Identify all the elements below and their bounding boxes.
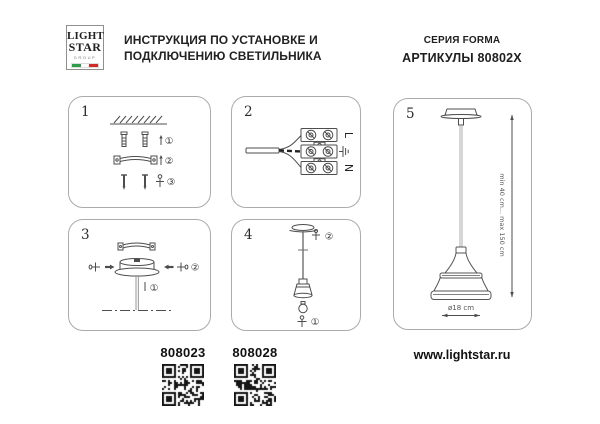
- qr-code: [162, 364, 204, 406]
- side-screw-right-icon: [164, 263, 188, 272]
- italian-flag-stripe: [71, 63, 99, 68]
- height-range-label: min 40 cm... max 150 cm: [498, 173, 506, 257]
- product-2: [213, 345, 297, 411]
- logo-word-star: STAR: [68, 40, 102, 54]
- step-panel-3: [68, 219, 211, 331]
- step-number: 3: [81, 227, 90, 243]
- step-number: 5: [406, 106, 415, 122]
- svg-text:①: ①: [149, 283, 159, 294]
- svg-text:①: ①: [310, 317, 320, 328]
- mounting-bracket-icon: [114, 156, 157, 164]
- ceiling-canopy-icon: [115, 259, 159, 277]
- bottom-screw-icon: [298, 316, 320, 328]
- title-line-1: ИНСТРУКЦИЯ ПО УСТАНОВКЕ И: [124, 33, 318, 47]
- step-number: 2: [244, 104, 253, 120]
- series-name: СЕРИЯ FORMA: [423, 35, 501, 46]
- step-panel-1: [68, 96, 211, 208]
- logo-word-group: GROUP: [73, 55, 97, 60]
- side-screw-left-icon: [89, 263, 114, 272]
- pendant-shade-icon: [431, 247, 491, 300]
- step-panel-2: [231, 96, 361, 208]
- top-screw-icon: [312, 230, 333, 243]
- article-number: 808028: [232, 345, 278, 360]
- step-1-diagram: [69, 97, 212, 209]
- diameter-dimension: [442, 304, 480, 317]
- lamp-socket-icon: [294, 279, 312, 298]
- power-cable-icon: [246, 136, 301, 168]
- mounting-bracket-icon: [118, 243, 155, 250]
- logo-word-light: LIGHT: [67, 30, 105, 42]
- step-4-diagram: [232, 220, 362, 332]
- articles-code: АРТИКУЛЫ 80802X: [402, 51, 522, 65]
- height-dimension: [498, 115, 514, 298]
- ceiling-canopy-icon: [441, 109, 481, 125]
- suspension-rod: [298, 231, 308, 281]
- step-number: 1: [81, 104, 90, 120]
- step-5-diagram: [394, 99, 533, 331]
- step-3-diagram: [69, 220, 212, 332]
- article-number: 808023: [160, 345, 206, 360]
- terminal-block-icon: [301, 129, 337, 175]
- screw-icons: [121, 175, 148, 190]
- svg-text:②: ②: [324, 231, 334, 243]
- ceiling-hatch-icon: [110, 116, 167, 124]
- qr-code: [234, 364, 276, 406]
- page-title: [124, 33, 374, 64]
- step-panel-4: [231, 219, 361, 331]
- step-panel-5: [393, 98, 532, 330]
- wall-plug-icons: [121, 132, 148, 147]
- bulb-icon: [299, 302, 307, 313]
- mark-1: [159, 135, 173, 147]
- suspension-cable: [460, 125, 462, 247]
- mark-3: [156, 175, 175, 188]
- lightstar-logo: [66, 25, 104, 70]
- step-2-diagram: [232, 97, 362, 209]
- svg-text:②: ②: [164, 156, 174, 167]
- mark-2: [159, 155, 173, 167]
- terminal-label-neutral: N: [342, 163, 355, 173]
- mark-1: [145, 282, 158, 294]
- svg-text:①: ①: [164, 136, 174, 147]
- step-number: 4: [244, 227, 253, 243]
- ground-icon: [339, 146, 348, 157]
- mark-2: ②: [190, 262, 200, 274]
- website-link: www.lightstar.ru: [413, 348, 511, 362]
- title-line-2: ПОДКЛЮЧЕНИЮ СВЕТИЛЬНИКА: [124, 48, 322, 63]
- diameter-label: ø18 cm: [447, 304, 475, 312]
- series-block: [396, 35, 528, 65]
- svg-text:③: ③: [166, 177, 176, 188]
- terminal-label-live: L: [342, 131, 355, 139]
- suspension-rod: [136, 276, 138, 310]
